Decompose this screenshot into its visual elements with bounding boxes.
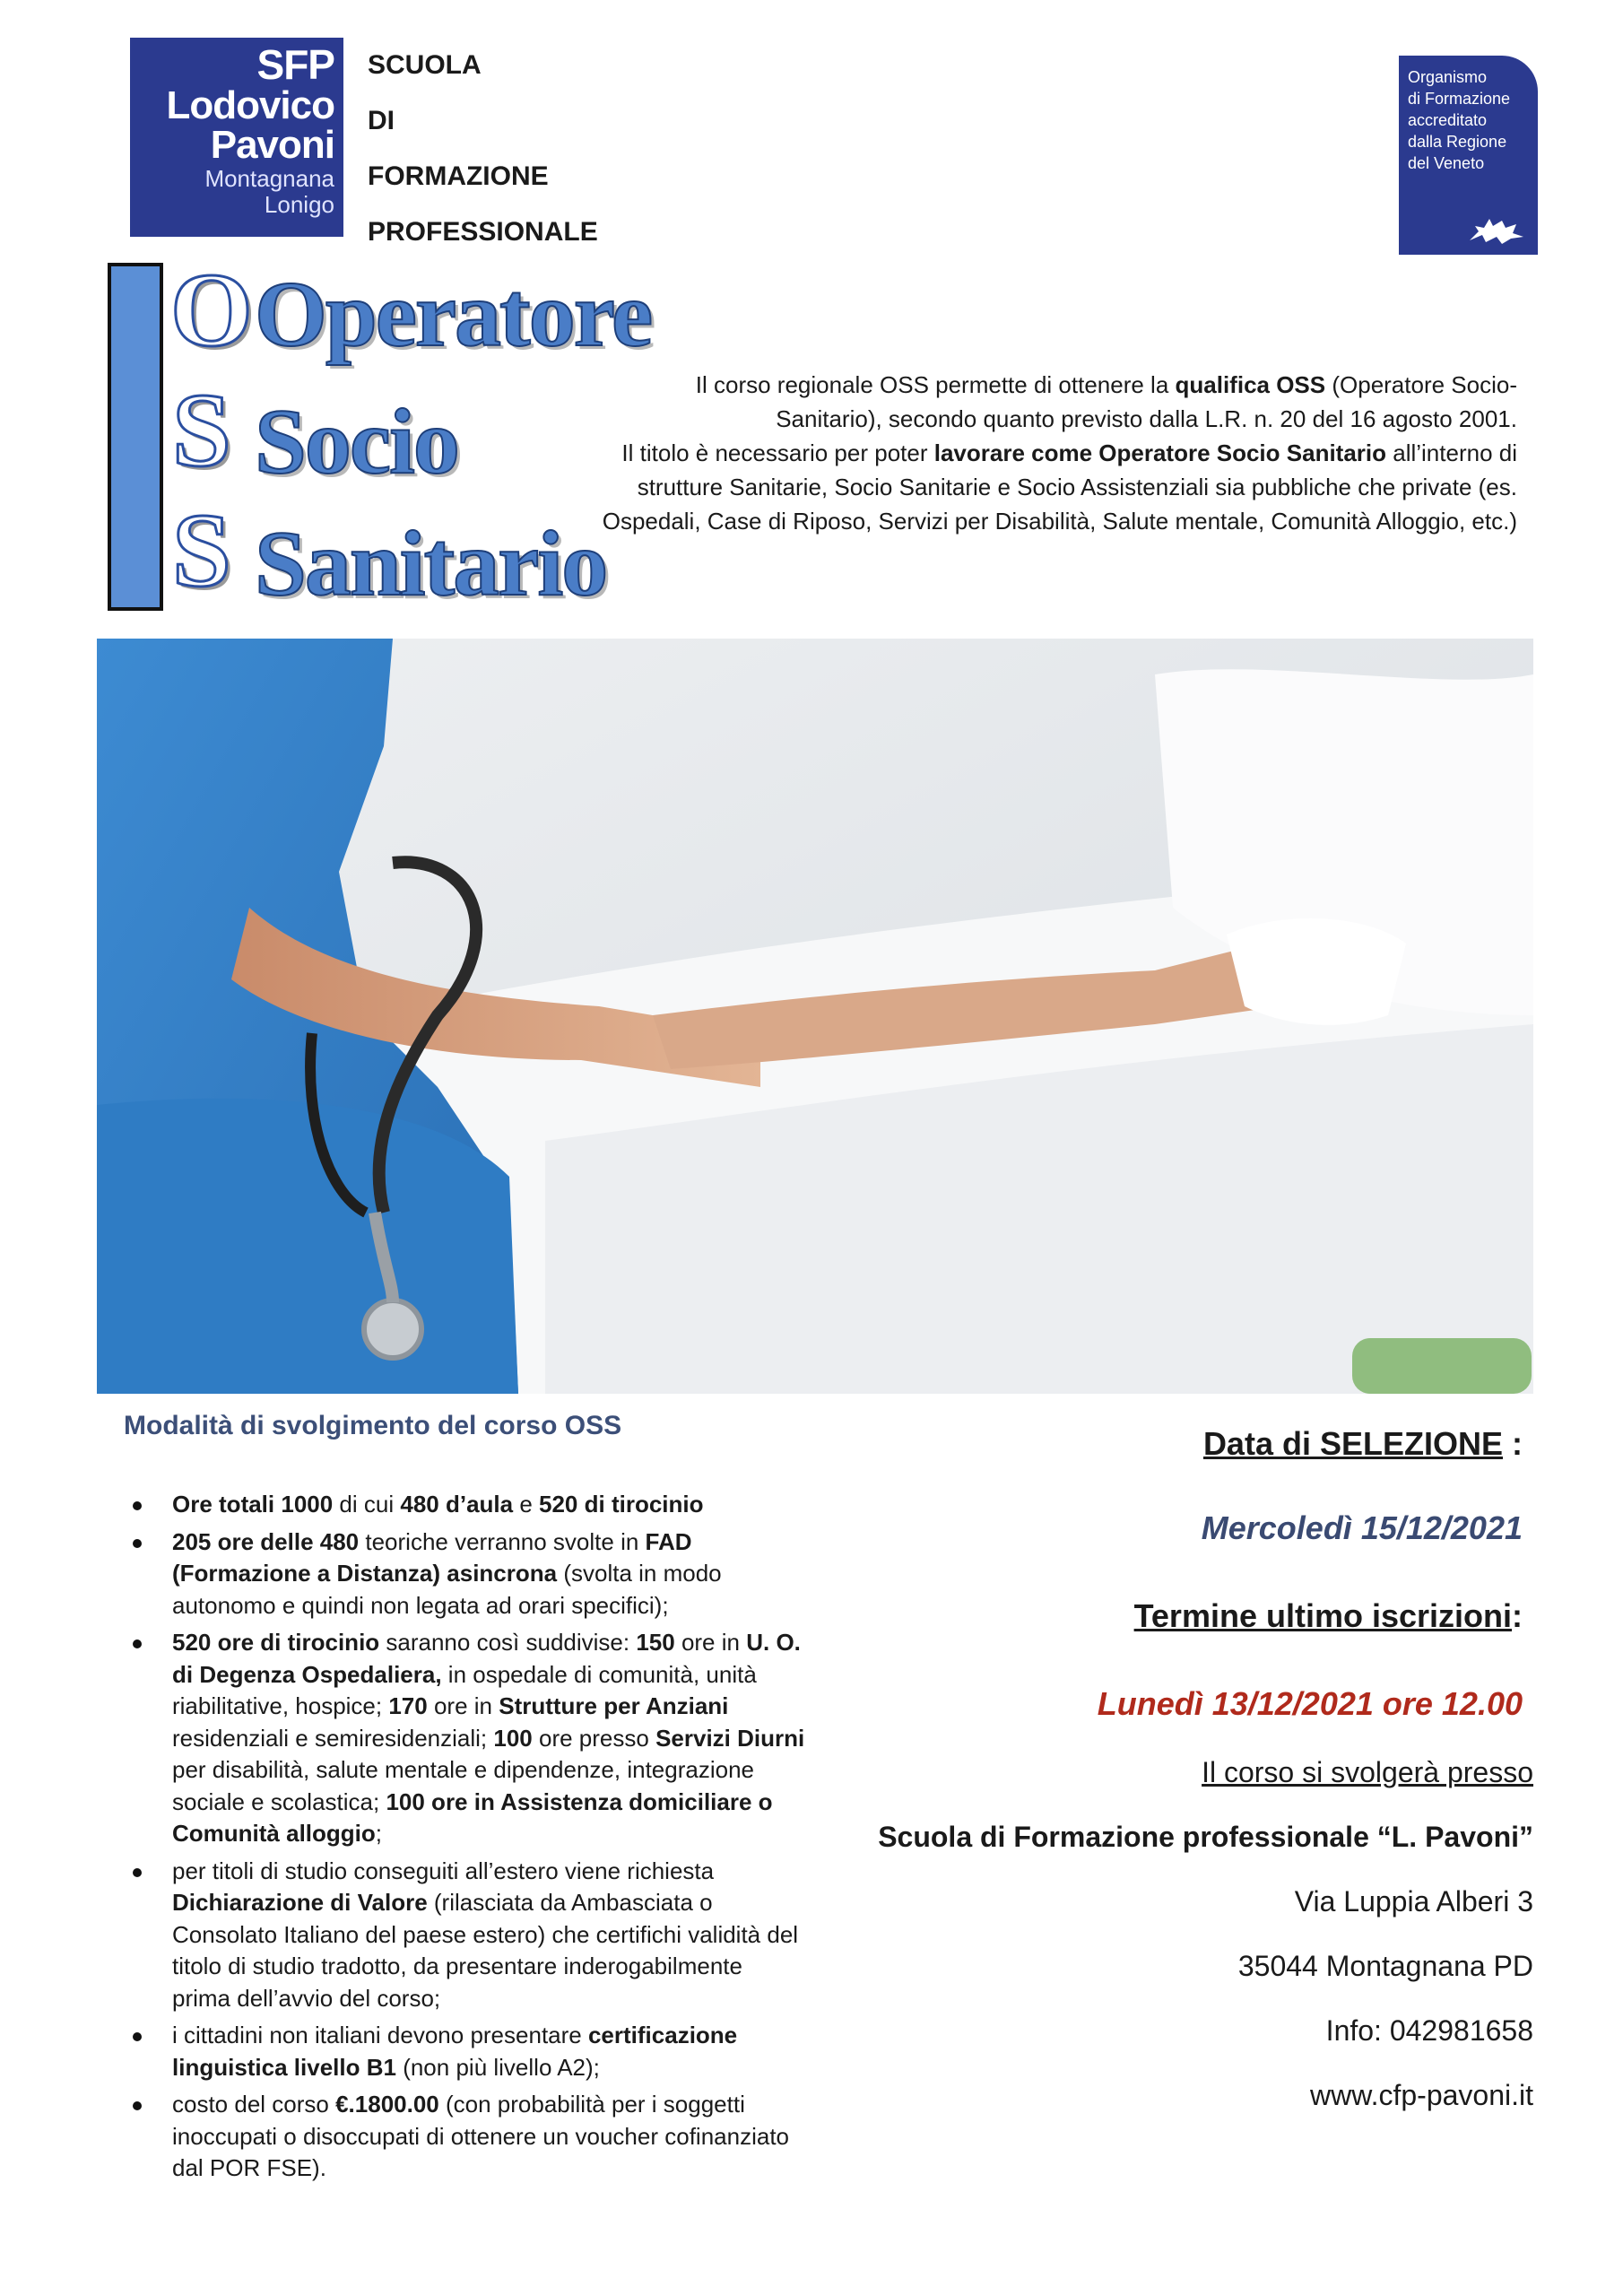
intro-paragraph	[538, 368, 1517, 538]
bold-text: 480 d’aula	[400, 1491, 514, 1518]
list-item	[133, 1856, 807, 2015]
intro-line	[538, 368, 1517, 402]
selezione-label	[1203, 1422, 1523, 1465]
logo-line-sfp: SFP	[256, 41, 334, 88]
text: per disabilità, salute mentale e dipendenze, integrazione sociale e scolastica;	[172, 1756, 754, 1815]
bold-text: U. O. di Degenza Ospedaliera,	[172, 1629, 801, 1688]
logo-line-lonigo: Lonigo	[264, 191, 334, 218]
logo-line-pavoni: Pavoni	[210, 123, 334, 167]
badge-line: Organismo	[1408, 68, 1488, 86]
title-letter-s: S	[172, 371, 231, 489]
regione-veneto-badge	[1399, 56, 1538, 255]
list-item	[133, 2089, 807, 2185]
badge-line: dalla Regione	[1408, 133, 1507, 151]
bold-text: certificazione linguistica livello B1	[172, 2022, 738, 2081]
list-item	[133, 1526, 807, 1622]
intro-line: Ospedali, Case di Riposo, Servizi per Disabilità, Salute mentale, Comunità Alloggio, etc.)	[602, 508, 1517, 535]
intro-text: Il titolo è necessario per poter	[621, 439, 934, 466]
text: per titoli di studio conseguiti all’estero viene richiesta	[172, 1857, 715, 1884]
title-letter-s: S	[172, 491, 231, 609]
list-item	[133, 1627, 807, 1850]
school-line: FORMAZIONE	[368, 161, 549, 191]
bold-text: 205 ore delle 480	[172, 1527, 360, 1555]
bold-text: 100	[493, 1724, 533, 1752]
badge-line: accreditato	[1408, 111, 1488, 129]
text: i cittadini non italiani devono presentare	[172, 2022, 588, 2048]
text: in ospedale di comunità, unità riabilitative, hospice;	[172, 1660, 757, 1719]
school-name	[368, 38, 598, 260]
text: costo del corso	[172, 2091, 336, 2118]
text: (con probabilità per i soggetti inoccupati o disoccupati di ottenere un voucher cofinanziato dal POR FSE).	[172, 2091, 789, 2181]
logo-line-lodovico: Lodovico	[166, 83, 334, 127]
bold-text: Ore totali 1000	[172, 1491, 334, 1518]
lion-icon	[1466, 204, 1529, 246]
text: residenziali e semiresidenziali;	[172, 1724, 494, 1752]
school-line: DI	[368, 106, 395, 135]
bold-text: FAD (Formazione a Distanza) asincrona	[172, 1527, 692, 1587]
bold-text: €.1800.00	[335, 2091, 439, 2118]
bold-text: Dichiarazione di Valore	[172, 1889, 428, 1916]
logo-line-montagnana: Montagnana	[204, 165, 334, 192]
bold-text: Strutture per Anziani	[499, 1692, 729, 1719]
text: saranno così suddivise:	[379, 1629, 637, 1656]
list-item	[133, 2020, 807, 2083]
selezione-label-text: Data di SELEZIONE	[1202, 1425, 1503, 1462]
badge-line: di Formazione	[1408, 90, 1511, 108]
sfp-logo	[130, 38, 343, 237]
list-item	[133, 1489, 807, 1521]
bold-text: Servizi Diurni	[655, 1724, 805, 1752]
bold-text: 520 ore di tirocinio	[172, 1629, 380, 1656]
intro-bold: qualifica OSS	[1175, 371, 1326, 398]
intro-text: Il corso regionale OSS permette di ottenere la	[695, 371, 1176, 398]
city: 35044 Montagnana PD	[1237, 1950, 1533, 1982]
photo-illustration	[97, 639, 1533, 1394]
intro-bold: lavorare come Operatore Socio Sanitario	[933, 439, 1387, 466]
deadline-colon: :	[1512, 1597, 1523, 1634]
text: di cui	[333, 1491, 401, 1518]
text: teoriche verranno svolte in	[359, 1527, 646, 1555]
course-details-list	[133, 1489, 807, 2190]
bold-text: 100 ore in Assistenza domiciliare o Comunità alloggio	[172, 1787, 773, 1847]
intro-text: (Operatore Socio-	[1325, 371, 1517, 398]
title-word-socio: Socio	[255, 390, 458, 493]
school-line: PROFESSIONALE	[368, 217, 598, 247]
text: ;	[375, 1820, 382, 1847]
bold-text: 150	[636, 1629, 675, 1656]
bold-text: 520 di tirocinio	[539, 1491, 704, 1518]
text: (rilasciata da Ambasciata o Consolato Italiano del paese estero) che certifichi validità del titolo di studio tradotto, da presentare inderogabilmente prima dell’avvio del corso;	[172, 1889, 799, 2012]
selezione-date: Mercoledì 15/12/2021	[1201, 1509, 1523, 1546]
bold-text: 170	[388, 1692, 428, 1719]
address: Via Luppia Alberi 3	[1294, 1885, 1533, 1918]
text: e	[513, 1491, 540, 1518]
website-link[interactable]: www.cfp-pavoni.it	[1310, 2079, 1533, 2111]
school-location: Scuola di Formazione professionale “L. Pavoni”	[878, 1821, 1533, 1853]
oss-title-bar	[108, 263, 163, 611]
location-intro: Il corso si svolgerà presso	[1202, 1756, 1533, 1788]
text: ore presso	[532, 1724, 656, 1752]
school-line: SCUOLA	[368, 50, 482, 80]
title-letter-o: O	[170, 251, 253, 369]
nurse-patient-photo	[97, 639, 1533, 1394]
intro-line	[538, 436, 1517, 470]
deadline-label	[1134, 1595, 1523, 1638]
selezione-colon: :	[1503, 1425, 1523, 1462]
badge-line: del Veneto	[1408, 154, 1485, 172]
intro-line: strutture Sanitarie, Socio Sanitarie e Socio Assistenziali sia pubbliche che private (es.	[637, 474, 1517, 500]
intro-text: all’interno di	[1386, 439, 1517, 466]
text: ore in	[427, 1692, 499, 1719]
deadline-label-text: Termine ultimo iscrizioni	[1133, 1597, 1512, 1634]
text: (non più livello A2);	[395, 2053, 600, 2081]
title-word-operatore: Operatore	[255, 263, 652, 366]
deadline-date: Lunedì 13/12/2021 ore 12.00	[1097, 1685, 1523, 1722]
text: (svolta in modo autonomo e quindi non legata ad orari specifici);	[172, 1560, 722, 1619]
title-word-sanitario: Sanitario	[255, 512, 607, 615]
text: ore in	[674, 1629, 747, 1656]
info-phone: Info: 042981658	[1325, 2014, 1533, 2047]
modalita-heading: Modalità di svolgimento del corso OSS	[124, 1411, 622, 1440]
intro-line: Sanitario), secondo quanto previsto dalla L.R. n. 20 del 16 agosto 2001.	[776, 405, 1517, 432]
